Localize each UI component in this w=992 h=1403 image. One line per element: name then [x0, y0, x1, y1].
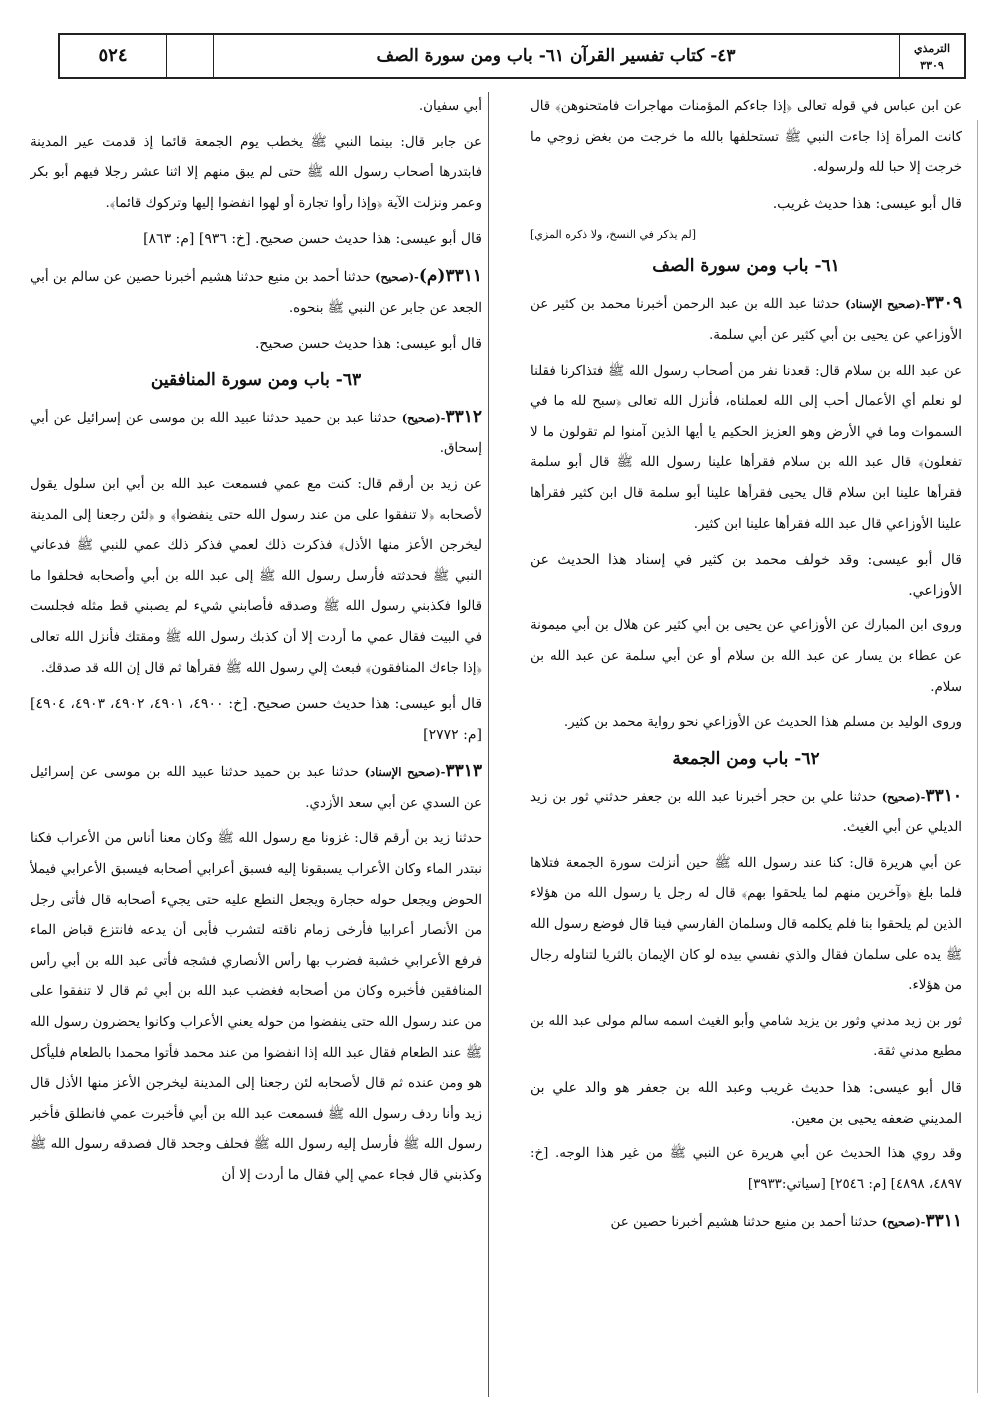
abu-isa-comment: قال أبو عيسى: هذا حديث حسن صحيح. — [254, 336, 482, 353]
hadith-isnad: حدثنا عبد الله بن عبد الرحمن أخبرنا محمد بن كثير عن الأوزاعي عن يحيى بن أبي كثير عن أبي سلمة. — [530, 297, 962, 343]
hadith-chain — [530, 1206, 962, 1239]
text-paragraph: وقد روي هذا الحديث عن أبي هريرة عن النبي ﷺ من غير هذا الوجه. [خ: ٤٨٩٧، ٤٨٩٨] [م: ٢٥٤٦] [سياتي:٣٩٣٣] — [530, 1146, 962, 1192]
abu-isa-comment: قال أبو عيسى: وقد خولف محمد بن كثير في إسناد هذا الحديث عن الأوزاعي. — [530, 552, 962, 599]
hadith-isnad: حدثنا عبد بن حميد حدثنا عبيد الله بن موسى عن إسرائيل عن أبي إسحاق. — [30, 410, 482, 457]
text-paragraph: عن زيد بن أرقم قال: كنت مع عمي فسمعت عبد الله بن أبي ابن سلول يقول لأصحابه ﴿لا تنفقوا على من عند رسول الله حتى ينفضوا﴾ و ﴿لئن رجعنا إلى المدينة ليخرجن الأعز منها الأذل﴾ فذكرت ذلك لعمي فذكر ذلك عمي للنبي ﷺ فدعاني النبي ﷺ فحدثته فأرسل رسول الله ﷺ إلى عبد الله بن أبي وأصحابه فحلفوا ما قالوا فكذبني رسول الله ﷺ وصدقه فأصابني شيء لم يصبني قط مثله فجلست في البيت فقال عمي ما أردت إلا أن كذبك رسول الله ﷺ ومقتك فأنزل الله تعالى ﴿إذا جاءك المنافقون﴾ فبعث إلي رسول الله ﷺ فقرأها ثم قال إن الله قد صدقك. — [30, 476, 482, 676]
hadith-chain — [30, 261, 482, 324]
text-paragraph: عن جابر قال: بينما النبي ﷺ يخطب يوم الجمعة قائما إذ قدمت عير المدينة فابتدرها أصحاب رسول الله ﷺ حتى لم يبق منهم إلا اثنا عشر رجلا فيهم أبو بكر وعمر ونزلت الآية ﴿وإذا رأوا تجارة أو لهوا انفضوا إليها وتركوك قائما﴾. — [30, 134, 482, 211]
text-paragraph: وروى ابن المبارك عن الأوزاعي عن يحيى بن أبي كثير عن هلال بن أبي ميمونة عن عطاء بن يسار عن عبد الله بن سلام أو عن أبي سلمة عن عبد الله بن سلام. — [530, 618, 962, 695]
editor-note: [لم يذكر في النسخ، ولا ذكره المزي] — [530, 228, 696, 242]
abu-isa-comment: قال أبو عيسى: هذا حديث غريب وعبد الله بن جعفر هو والد علي بن المديني ضعفه يحيى بن معين. — [530, 1080, 962, 1127]
hadith-isnad: حدثنا أحمد بن منيع حدثنا هشيم أخبرنا حصين عن سالم بن أبي الجعد عن جابر عن النبي ﷺ بنحوه. — [30, 269, 482, 316]
hadith-isnad: حدثنا أحمد بن منيع حدثنا هشيم أخبرنا حصين عن — [610, 1215, 878, 1231]
header-hadith-ref: ٣٣٠٩ — [920, 59, 944, 72]
hadith-number: ٣٣١١ — [925, 1211, 962, 1232]
text-paragraph: عن أبي هريرة قال: كنا عند رسول الله ﷺ حين أنزلت سورة الجمعة فتلاها فلما بلغ ﴿وآخرين منهم لما يلحقوا بهم﴾ قال له رجل يا رسول الله من هؤلاء الذين لم يلحقوا بنا فلم يكلمه قال وسلمان الفارسي فينا قال فوضع رسول الله ﷺ يده على سلمان فقال والذي نفسي بيده لو كان الإيمان بالثريا لتناوله رجال من هؤلاء. — [530, 855, 962, 994]
column-divider — [488, 92, 489, 1397]
hadith-isnad: حدثنا علي بن حجر أخبرنا عبد الله بن جعفر حدثني ثور بن زيد الديلي عن أبي الغيث. — [530, 789, 962, 836]
hadith-grade: -(صحيح) — [881, 789, 926, 804]
hadith-grade: -(صحيح) — [401, 410, 446, 425]
hadith-number: ٣٣٠٩ — [925, 293, 962, 314]
hadith-grade: -(صحيح الإسناد) — [364, 765, 446, 780]
hadith-chain — [530, 288, 962, 351]
text-paragraph: وروى الوليد بن مسلم هذا الحديث عن الأوزاعي نحو رواية محمد بن كثير. — [563, 715, 962, 731]
hadith-number: ٣٣١١(م) — [418, 265, 482, 286]
hadith-grade: -(صحيح) — [375, 269, 419, 284]
hadith-number: ٣٣١٢ — [445, 406, 482, 427]
hadith-grade: -(صحيح) — [881, 1215, 926, 1230]
text-paragraph: حدثنا زيد بن أرقم قال: غزونا مع رسول الله ﷺ وكان معنا أناس من الأعراب فكنا نبتدر الماء وكان الأعراب يسبقونا إليه فسبق أعرابي أصحابه فيسبق الأعرابي فيملأ الحوض ويجعل حوله حجارة ويجعل النطع عليه حتى يجيء أصحابه قال فأتى رجل من الأنصار أعرابيا فأرخى زمام ناقته لتشرب فأبى أن يدعه فانتزع قباض الماء فرفع الأعرابي خشبة فضرب بها رأس الأنصاري فشجه فأتى عبد الله بن أبي رأس المنافقين فأخبره وكان من أصحابه فغضب عبد الله بن أبي ثم قال لا تنفقوا على من عند رسول الله حتى ينفضوا من حوله يعني الأعراب وكانوا يحضرون رسول الله ﷺ عند الطعام فقال عبد الله إذا انفضوا من عند محمد فأتوا محمدا بالطعام فليأكل هو ومن عنده ثم قال لأصحابه لئن رجعنا إلى المدينة ليخرجن الأعز منها الأذل قال زيد وأنا ردف رسول الله ﷺ فسمعت عبد الله بن أبي فأخبرت عمي فانطلق فأخبر رسول الله ﷺ فأرسل إليه رسول الله ﷺ فحلف وجحد قال فصدقه رسول الله ﷺ وكذبني قال فجاء عمي إلي فقال ما أردت إلا أن — [30, 831, 482, 1183]
text-paragraph: عن ابن عباس في قوله تعالى ﴿إذا جاءكم المؤمنات مهاجرات فامتحنوهن﴾ قال كانت المرأة إذا جاءت النبي ﷺ تستحلفها بالله ما خرجت من بغض زوجي ما خرجت إلا حبا لله ولرسوله. — [530, 99, 962, 176]
abu-isa-comment: قال أبو عيسى: هذا حديث غريب. — [772, 195, 962, 212]
abu-isa-comment: قال أبو عيسى: هذا حديث حسن صحيح. [خ: ٩٣٦] [م: ٨٦٣] — [143, 231, 482, 248]
header-book-name: الترمذي — [913, 42, 951, 55]
hadith-number: ٣٣١٠ — [925, 785, 962, 806]
chapter-heading: ٦٢- باب ومن الجمعة — [672, 748, 820, 769]
page-header — [58, 33, 966, 79]
text-paragraph: أبي سفيان. — [418, 99, 482, 114]
header-divider — [166, 35, 214, 77]
header-title: ٤٣- كتاب تفسير القرآن ٦١- باب ومن سورة الصف — [376, 46, 736, 66]
hadith-isnad: حدثنا عبد بن حميد حدثنا عبيد الله بن موسى عن إسرائيل عن السدي عن أبي سعد الأزدي. — [30, 765, 482, 811]
hadith-chain — [530, 781, 962, 844]
hadith-number: ٣٣١٣ — [445, 761, 482, 782]
text-paragraph: ثور بن زيد مدني وثور بن يزيد شامي وأبو الغيث اسمه سالم مولى عبد الله بن مطيع مدني ثقة. — [530, 1013, 962, 1060]
text-paragraph: عن عبد الله بن سلام قال: قعدنا نفر من أصحاب رسول الله ﷺ فتذاكرنا فقلنا لو نعلم أي الأعمال أحب إلى الله لعملناه، فأنزل الله تعالى ﴿سبح لله ما في السموات وما في الأرض وهو العزيز الحكيم يا أيها الذين آمنوا لم تقولون ما لا تفعلون﴾ قال عبد الله بن سلام فقرأها علينا رسول الله ﷺ قال أبو سلمة فقرأها علينا ابن سلام قال يحيى فقرأها علينا أبو سلمة قال ابن كثير فقرأها علينا الأوزاعي قال عبد الله فقرأها علينا ابن كثير. — [530, 363, 962, 532]
right-column — [530, 92, 962, 1395]
page-number: ٥٢٤ — [98, 45, 128, 66]
hadith-chain — [30, 756, 482, 819]
hadith-chain — [30, 402, 482, 465]
abu-isa-comment: قال أبو عيسى: هذا حديث حسن صحيح. [خ: ٤٩٠٠، ٤٩٠١، ٤٩٠٢، ٤٩٠٣، ٤٩٠٤] [م: ٢٧٧٢] — [30, 696, 482, 743]
margin-rule — [977, 120, 978, 1393]
header-book — [899, 35, 964, 77]
chapter-heading: ٦٣- باب ومن سورة المنافقين — [150, 369, 362, 390]
left-column — [30, 92, 482, 1395]
chapter-heading: ٦١- باب ومن سورة الصف — [652, 256, 840, 277]
hadith-grade: -(صحيح الإسناد) — [845, 297, 926, 312]
